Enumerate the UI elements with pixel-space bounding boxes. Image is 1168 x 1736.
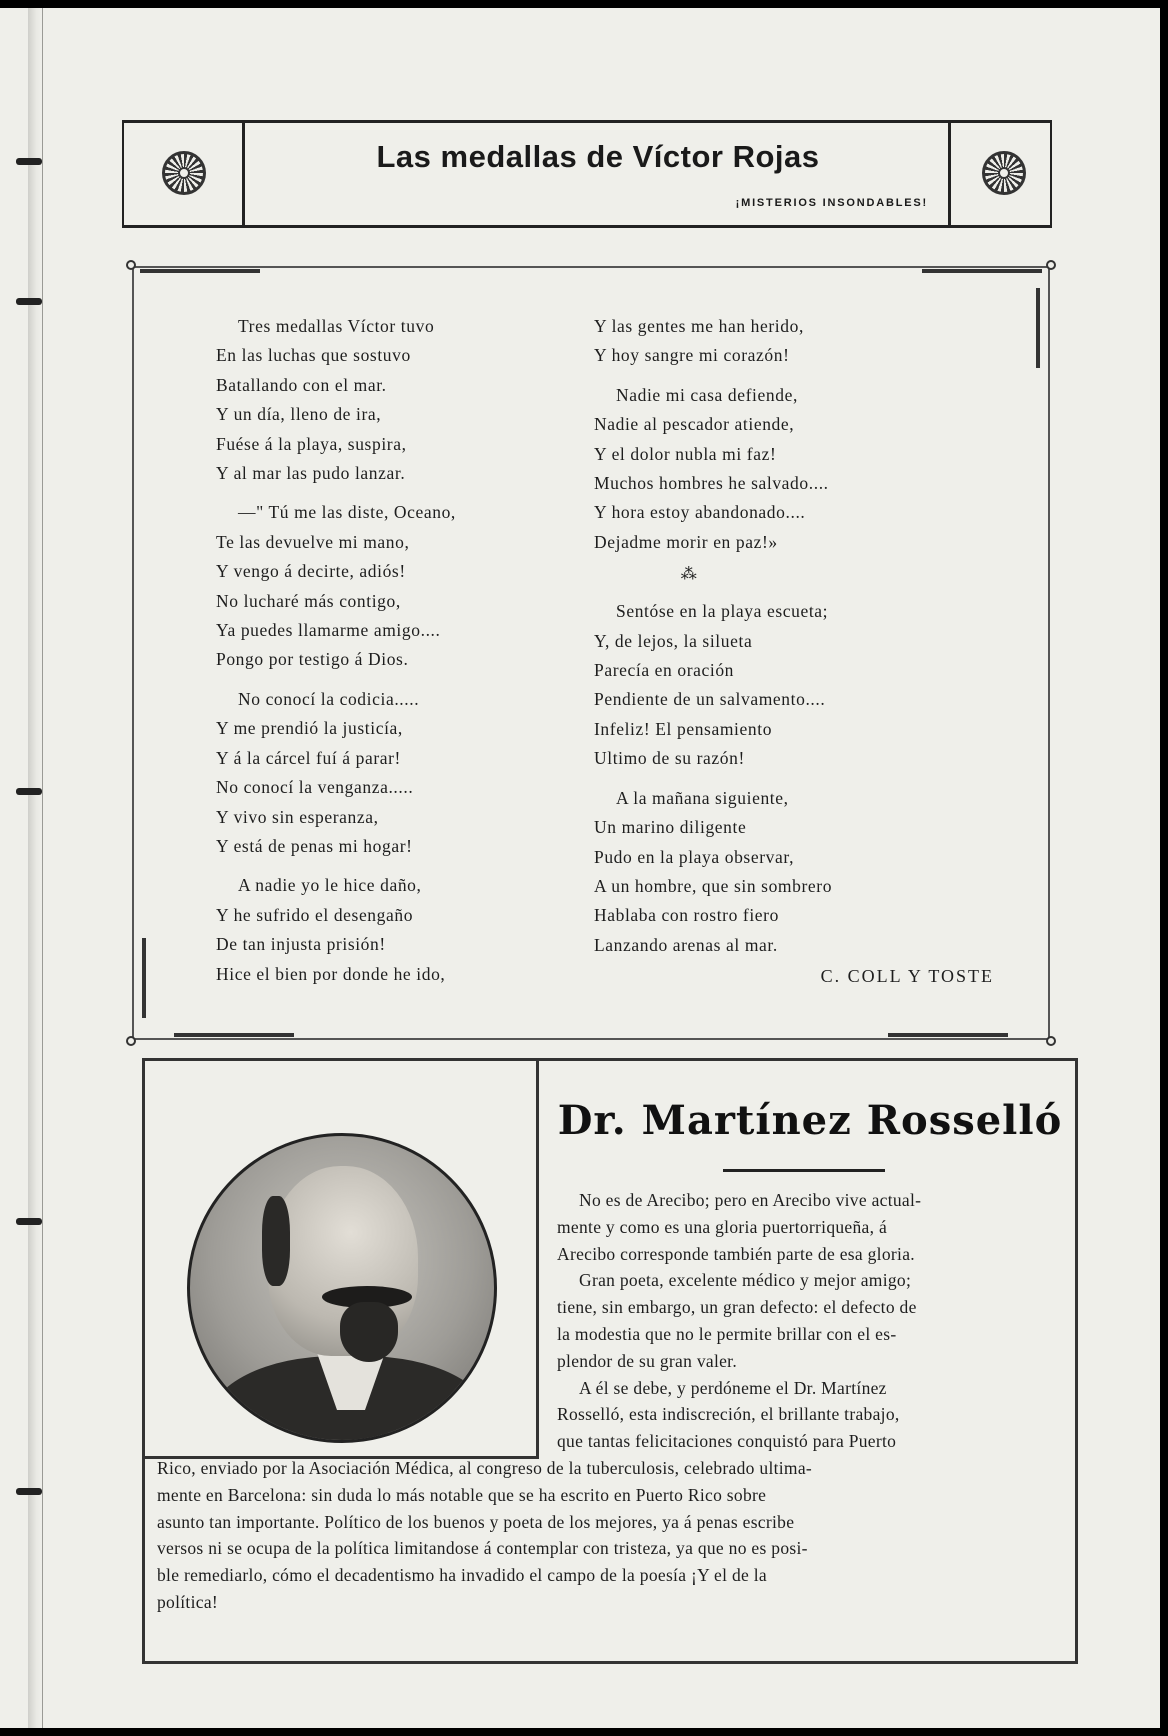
title-divider <box>723 1169 885 1172</box>
poem-line: No lucharé más contigo, <box>216 590 401 611</box>
poem-line: Tres medallas Víctor tuvo <box>238 316 435 336</box>
article-line: que tantas felicitaciones conquistó para Puerto <box>557 1431 897 1452</box>
frame-corner-icon <box>126 260 136 270</box>
poem-line: Pudo en la playa observar, <box>594 846 795 867</box>
article-line: la modestia que no le permite brillar con el es- <box>557 1323 897 1344</box>
article-line: política! <box>157 1591 219 1612</box>
poem-stanza <box>216 871 596 989</box>
poem-line: Y hora estoy abandonado.... <box>594 502 806 523</box>
poem-line: Y, de lejos, la silueta <box>594 630 753 651</box>
article-box <box>142 1058 1078 1664</box>
poem-line: Y el dolor nubla mi faz! <box>594 443 777 464</box>
frame-corner-icon <box>1046 260 1056 270</box>
poem-line: A nadie yo le hice daño, <box>238 875 422 896</box>
poem-line: Ultimo de su razón! <box>594 748 745 769</box>
poem-line: Ya puedes llamarme amigo.... <box>216 620 441 641</box>
poem-line: Parecía en oración <box>594 660 735 681</box>
poem-line: Infeliz! El pensamiento <box>594 718 773 739</box>
asterism-icon: ⁂ <box>680 566 698 584</box>
poem-column-left <box>216 312 596 999</box>
poem-line: Muchos hombres he salvado.... <box>594 473 829 494</box>
header-divider <box>948 123 951 225</box>
poem-stanza <box>594 312 994 371</box>
poem-stanza <box>216 498 596 674</box>
poem-line: Y vengo á decirte, adiós! <box>216 561 406 582</box>
poem-line: Hice el bien por donde he ido, <box>216 963 446 984</box>
poem-line: Pendiente de un salvamento.... <box>594 689 826 710</box>
frame-corner-icon <box>126 1036 136 1046</box>
frame-ornament <box>174 1033 294 1037</box>
poem-line: Hablaba con rostro fiero <box>594 905 779 926</box>
poem-stanza <box>216 685 596 861</box>
article-line: tiene, sin embargo, un gran defecto: el defecto de <box>557 1297 917 1318</box>
binding-mark <box>16 298 42 305</box>
frame-ornament <box>142 938 146 1018</box>
article-line: asunto tan importante. Político de los buenos y poeta de los mejores, ya á penas escribe <box>157 1511 795 1532</box>
frame-ornament <box>888 1033 1008 1037</box>
rosette-ornament-icon <box>162 151 206 195</box>
frame-ornament <box>1036 288 1040 368</box>
article-line: mente en Barcelona: sin duda lo más notable que se ha escrito en Puerto Rico sobre <box>157 1484 767 1505</box>
article-line: Gran poeta, excelente médico y mejor amigo; <box>579 1270 912 1291</box>
poem-line: Te las devuelve mi mano, <box>216 531 410 552</box>
poem-title: Las medallas de Víctor Rojas <box>376 139 820 174</box>
header-divider <box>242 123 245 225</box>
frame-ornament <box>140 269 260 273</box>
article-title: Dr. Martínez Rosselló <box>557 1097 1063 1144</box>
binding-spine <box>28 8 43 1728</box>
poem-line: Dejadme morir en paz!» <box>594 531 778 552</box>
poem-line: Nadie mi casa defiende, <box>616 384 798 405</box>
poem-stanza <box>594 784 994 960</box>
article-line: A él se debe, y perdóneme el Dr. Martínez <box>579 1377 887 1398</box>
poem-line: Y las gentes me han herido, <box>594 316 804 336</box>
frame-ornament <box>922 269 1042 273</box>
article-line: Arecibo corresponde también parte de esa gloria. <box>557 1243 915 1264</box>
poem-line: Lanzando arenas al mar. <box>594 934 778 955</box>
poem-subtitle: ¡MISTERIOS INSONDABLES! <box>735 197 928 209</box>
poem-author: C. COLL Y TOSTE <box>820 966 994 987</box>
binding-mark <box>16 1488 42 1495</box>
poem-line: —" Tú me las diste, Oceano, <box>238 502 456 523</box>
poem-line: Y he sufrido el desengaño <box>216 904 414 925</box>
poem-line: Sentóse en la playa escueta; <box>616 601 829 622</box>
poem-line: Batallando con el mar. <box>216 374 387 395</box>
article-line: plendor de su gran valer. <box>557 1350 738 1371</box>
poem-line: Nadie al pescador atiende, <box>594 414 795 435</box>
poem-line: A un hombre, que sin sombrero <box>594 875 833 896</box>
poem-line: No conocí la codicia..... <box>238 688 420 709</box>
article-line: ble remediarlo, cómo el decadentismo ha invadido el campo de la poesía ¡Y el de la <box>157 1565 767 1586</box>
poem-line: Y está de penas mi hogar! <box>216 835 413 856</box>
article-line: versos ni se ocupa de la política limitandose á contemplar con tristeza, ya que no es posi- <box>157 1538 808 1559</box>
poem-stanza <box>594 597 994 773</box>
article-line: mente y como es una gloria puertorriqueña, á <box>557 1216 888 1237</box>
poem-line: A la mañana siguiente, <box>616 787 789 808</box>
poem-line: Y al mar las pudo lanzar. <box>216 463 406 484</box>
section-header <box>122 120 1052 228</box>
poem-frame <box>132 266 1050 1040</box>
poem-line: Un marino diligente <box>594 817 747 838</box>
poem-line: Y un día, lleno de ira, <box>216 404 382 425</box>
article-line: No es de Arecibo; pero en Arecibo vive actual- <box>579 1190 922 1210</box>
poem-line: Y hoy sangre mi corazón! <box>594 345 790 366</box>
poem-line: Pongo por testigo á Dios. <box>216 649 409 670</box>
frame-corner-icon <box>1046 1036 1056 1046</box>
binding-mark <box>16 158 42 165</box>
poem-line: De tan injusta prisión! <box>216 934 386 955</box>
article-body <box>145 1187 1075 1616</box>
poem-line: No conocí la venganza..... <box>216 777 414 798</box>
article-line: Rosselló, esta indiscreción, el brillante trabajo, <box>557 1404 900 1425</box>
rosette-ornament-icon <box>982 151 1026 195</box>
poem-line: Y me prendió la justicía, <box>216 718 403 739</box>
article-line: Rico, enviado por la Asociación Médica, al congreso de la tuberculosis, celebrado ultima- <box>157 1457 813 1478</box>
poem-line: Fuése á la playa, suspira, <box>216 433 407 454</box>
poem-line: En las luchas que sostuvo <box>216 345 411 366</box>
poem-stanza <box>216 312 596 488</box>
poem-line: Y vivo sin esperanza, <box>216 806 379 827</box>
poem-line: Y á la cárcel fuí á parar! <box>216 747 401 768</box>
magazine-page <box>0 8 1160 1728</box>
poem-column-right <box>594 312 994 992</box>
binding-mark <box>16 788 42 795</box>
poem-stanza <box>594 381 994 557</box>
binding-mark <box>16 1218 42 1225</box>
